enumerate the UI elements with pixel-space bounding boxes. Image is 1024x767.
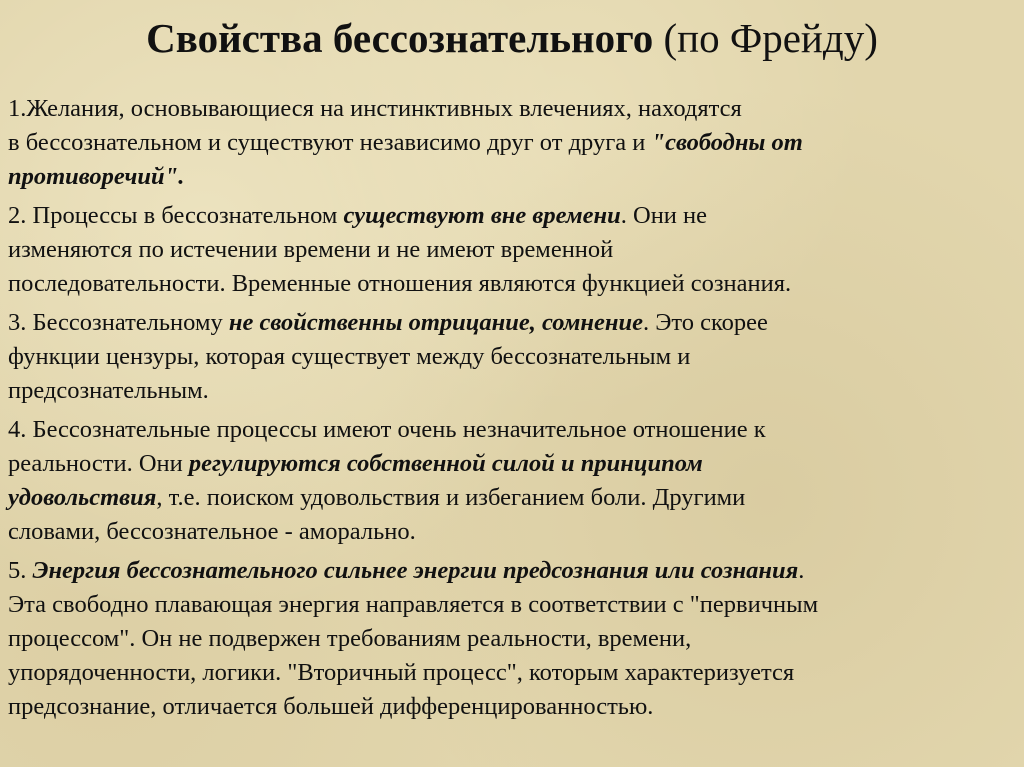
plain-text: реальности. Они: [8, 450, 189, 477]
paragraph-line: [8, 306, 1018, 340]
plain-text: предсознание, отличается большей дифференцированностью.: [8, 693, 654, 720]
paragraph-line: [8, 447, 1018, 481]
paragraph-line: [8, 233, 1018, 267]
emphasized-text: "свободны от: [651, 129, 803, 156]
plain-text: . Они не: [620, 202, 708, 229]
emphasized-text: Энергия бессознательного сильнее энергии предсознания или сознания: [32, 557, 799, 584]
plain-text: 3. Бессознательному: [8, 309, 229, 336]
plain-text: в бессознательном и существуют независимо друг от друга и: [8, 129, 652, 156]
emphasized-text: удовольствия: [8, 484, 157, 511]
paragraph-line: [8, 126, 1018, 160]
property-paragraph-4: [8, 413, 1018, 549]
emphasized-text: не свойственны отрицание, сомнение: [228, 309, 643, 336]
plain-text: процессом". Он не подвержен требованиям реальности, времени,: [8, 625, 692, 652]
plain-text: 5.: [8, 557, 33, 584]
plain-text: , т.е. поиском удовольствия и избеганием боли. Другими: [156, 484, 746, 511]
plain-text: 1.Желания, основывающиеся на инстинктивных влечениях, находятся: [8, 95, 742, 122]
slide-body: [8, 92, 1018, 729]
plain-text: предсознательным.: [8, 377, 209, 404]
property-paragraph-5: [8, 554, 1018, 724]
slide-title-bold: Свойства бессознательного: [146, 15, 654, 61]
property-paragraph-2: [8, 199, 1018, 301]
paragraph-line: [8, 92, 1018, 126]
paragraph-line: [8, 515, 1018, 549]
property-paragraph-1: [8, 92, 1018, 194]
paragraph-line: [8, 340, 1018, 374]
paragraph-line: [8, 267, 1018, 301]
paragraph-line: [8, 588, 1018, 622]
paragraph-line: [8, 374, 1018, 408]
slide-title-rest: (по Фрейду): [653, 15, 878, 61]
paragraph-line: [8, 622, 1018, 656]
property-paragraph-3: [8, 306, 1018, 408]
paragraph-line: [8, 481, 1018, 515]
emphasized-text: регулируются собственной силой и принципом: [188, 450, 703, 477]
plain-text: . Это скорее: [642, 309, 768, 336]
plain-text: словами, бессознательное - аморально.: [8, 518, 416, 545]
slide-title: [0, 6, 1024, 70]
plain-text: функции цензуры, которая существует между бессознательным и: [8, 343, 691, 370]
plain-text: .: [798, 557, 805, 584]
paragraph-line: [8, 656, 1018, 690]
paragraph-line: [8, 690, 1018, 724]
paragraph-line: [8, 160, 1018, 194]
plain-text: последовательности. Временные отношения являются функцией сознания.: [8, 270, 792, 297]
paragraph-line: [8, 199, 1018, 233]
plain-text: упорядоченности, логики. "Вторичный процесс", которым характеризуется: [8, 659, 795, 686]
plain-text: изменяются по истечении времени и не имеют временной: [8, 236, 614, 263]
paragraph-line: [8, 413, 1018, 447]
emphasized-text: существуют вне времени: [343, 202, 621, 229]
paragraph-line: [8, 554, 1018, 588]
plain-text: 4. Бессознательные процессы имеют очень незначительное отношение к: [8, 416, 766, 443]
plain-text: 2. Процессы в бессознательном: [8, 202, 344, 229]
emphasized-text: противоречий".: [8, 163, 185, 190]
plain-text: Эта свободно плавающая энергия направляется в соответствии с "первичным: [8, 591, 819, 618]
